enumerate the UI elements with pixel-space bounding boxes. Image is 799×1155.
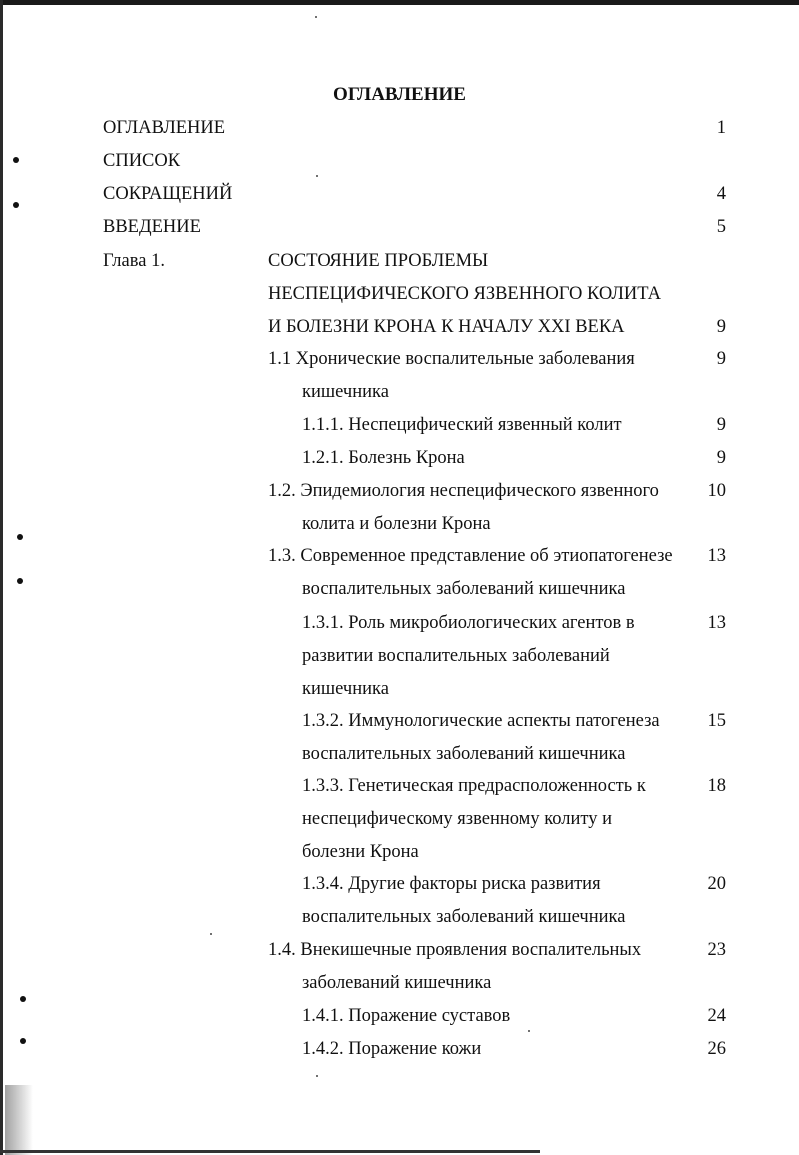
- toc-entry-line: 1.1 Хронические воспалительные заболевания: [268, 349, 635, 369]
- binding-hole-dot: [20, 1038, 26, 1044]
- scan-speck: [315, 16, 317, 18]
- binding-hole-dot: [13, 157, 19, 163]
- page-title: ОГЛАВЛЕНИЕ: [333, 84, 466, 105]
- scan-speck: [210, 933, 212, 935]
- scan-smudge: [5, 1085, 33, 1155]
- scan-speck: [316, 1075, 318, 1077]
- toc-entry-page: 24: [707, 1006, 726, 1026]
- toc-entry-line: 1.4.2. Поражение кожи: [302, 1039, 482, 1059]
- scan-border-bottom: [0, 1150, 540, 1153]
- chapter-page: 9: [716, 317, 726, 337]
- toc-entry-line: кишечника: [302, 679, 389, 699]
- toc-entry-line: 1.3.1. Роль микробиологических агентов в: [302, 613, 635, 633]
- scan-speck: [316, 175, 318, 177]
- toc-entry-page: 13: [707, 613, 726, 633]
- toc-entry-line: 1.3. Современное представление об этиопатогенезе: [268, 546, 673, 566]
- scan-border-top: [0, 0, 799, 5]
- chapter-label: Глава 1.: [103, 251, 165, 271]
- binding-hole-dot: [17, 534, 23, 540]
- toc-entry-line: 1.4.1. Поражение суставов: [302, 1006, 511, 1026]
- toc-abbreviations-line1: СПИСОК: [103, 151, 181, 171]
- toc-intro-page: 5: [716, 217, 726, 237]
- toc-entry-line: воспалительных заболеваний кишечника: [302, 744, 626, 764]
- toc-entry-page: 23: [707, 940, 726, 960]
- toc-entry-line: 1.2.1. Болезнь Крона: [302, 448, 465, 468]
- toc-entry-page: 13: [707, 546, 726, 566]
- toc-entry-line: развитии воспалительных заболеваний: [302, 646, 610, 666]
- binding-hole-dot: [20, 996, 26, 1002]
- toc-entry-line: 1.3.2. Иммунологические аспекты патогенеза: [302, 711, 660, 731]
- toc-abbreviations-page: 4: [716, 184, 726, 204]
- binding-hole-dot: [13, 202, 19, 208]
- toc-entry-line: 1.4. Внекишечные проявления воспалительных: [268, 940, 642, 960]
- chapter-title-line: СОСТОЯНИЕ ПРОБЛЕМЫ: [268, 251, 489, 271]
- toc-abbreviations-line2: СОКРАЩЕНИЙ: [103, 184, 233, 204]
- toc-entry-line: болезни Крона: [302, 842, 419, 862]
- toc-entry-page: 20: [707, 874, 726, 894]
- toc-entry-page: 26: [707, 1039, 726, 1059]
- toc-entry-line: колита и болезни Крона: [302, 514, 491, 534]
- toc-entry-page: 9: [716, 349, 726, 369]
- toc-entry-line: 1.2. Эпидемиология неспецифического язвенного: [268, 481, 659, 501]
- toc-entry-line: 1.1.1. Неспецифический язвенный колит: [302, 415, 622, 435]
- toc-entry-line: неспецифическому язвенному колиту и: [302, 809, 613, 829]
- toc-entry-line: воспалительных заболеваний кишечника: [302, 579, 626, 599]
- chapter-title-line: И БОЛЕЗНИ КРОНА К НАЧАЛУ XXI ВЕКА: [268, 317, 625, 337]
- toc-entry-line: воспалительных заболеваний кишечника: [302, 907, 626, 927]
- toc-entry-page: 10: [707, 481, 726, 501]
- toc-entry-line: кишечника: [302, 382, 389, 402]
- toc-entry-line: 1.3.4. Другие факторы риска развития: [302, 874, 601, 894]
- scan-border-left: [0, 0, 3, 1155]
- toc-contents-label: ОГЛАВЛЕНИЕ: [103, 118, 226, 138]
- toc-entry-line: заболеваний кишечника: [302, 973, 492, 993]
- toc-contents-page: 1: [716, 118, 726, 138]
- scan-speck: [528, 1030, 530, 1032]
- toc-entry-page: 15: [707, 711, 726, 731]
- toc-entry-page: 9: [716, 448, 726, 468]
- toc-entry-page: 18: [707, 776, 726, 796]
- chapter-title-line: НЕСПЕЦИФИЧЕСКОГО ЯЗВЕННОГО КОЛИТА: [268, 284, 661, 304]
- binding-hole-dot: [17, 578, 23, 584]
- toc-entry-page: 9: [716, 415, 726, 435]
- toc-intro-label: ВВЕДЕНИЕ: [103, 217, 201, 237]
- toc-entry-line: 1.3.3. Генетическая предрасположенность к: [302, 776, 646, 796]
